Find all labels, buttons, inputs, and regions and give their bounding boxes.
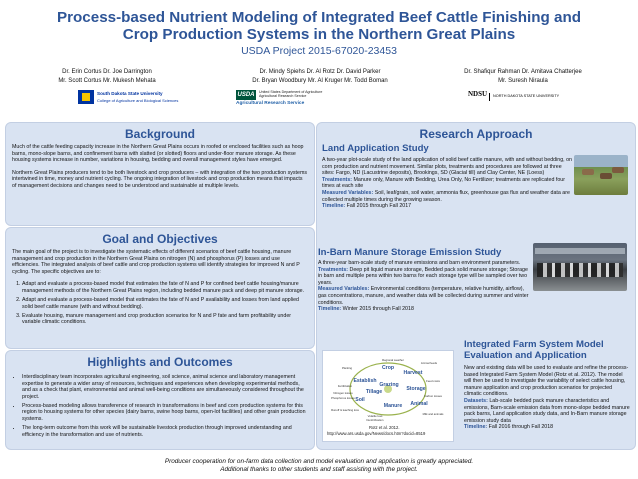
sdsu-logo-college: College of Agriculture and Biological Sciences bbox=[97, 98, 179, 103]
usda-logo bbox=[236, 90, 366, 104]
highlight-item: • Process-based modeling allows transference of research in transformations in beef and corn production systems for this region to housing systems for other species (dairy barns, swine hoop barns, open-lot facilities) and other grain production systems. bbox=[22, 403, 308, 423]
ifsm-text bbox=[464, 365, 630, 431]
timeline-label: Timeline: bbox=[318, 306, 342, 313]
field-plot-photo bbox=[574, 155, 628, 195]
node-crop: Crop bbox=[381, 365, 395, 371]
node-tillage: Tillage bbox=[365, 389, 383, 395]
goal-heading: Goal and Objectives bbox=[102, 232, 218, 246]
objectives-list bbox=[12, 281, 308, 326]
ifsm-diagram-svg bbox=[329, 357, 447, 423]
land-study-desc: A two-year plot-scale study of the land application of solid beef cattle manure, with and without bedding, on corn production and nutrient movement. Similar plots, treatments and procedures are followed at three sites: Fargo, ND (Lacustrine deposits), Brookings, SD (Glacial till) and Clay Center, NE (Loess) bbox=[322, 157, 572, 177]
usda-logo-dept: United States Department of Agriculture bbox=[259, 90, 323, 94]
sdsu-logo-icon bbox=[78, 90, 94, 104]
timeline-value: Winter 2015 through Fall 2018 bbox=[342, 306, 414, 313]
timeline-value: Fall 2016 through Fall 2018 bbox=[488, 424, 554, 431]
ifsm-title: Integrated Farm System Model Evaluation and Application bbox=[464, 339, 604, 361]
background-paragraph: Much of the cattle feeding capacity increase in the Northern Great Plains occurs in roofed or enclosed facilities such as hoop barns, mono-slope barns, and confinement barns with slatted (or slotted) floors and under-floor manure storage. As these housing systems increase in number, variations in housing, bedding and overall management styles have emerged. bbox=[12, 144, 304, 164]
treatments-label: Treatments: bbox=[318, 266, 349, 273]
author-line: Mr. Scott Cortus Mr. Mukesh Mehata bbox=[58, 77, 156, 84]
highlights-panel bbox=[5, 350, 315, 450]
figure-url: http://www.ars.usda.gov/News/docs.htm?docid=8519 bbox=[327, 431, 426, 436]
poster-title bbox=[20, 9, 618, 43]
sdsu-logo bbox=[78, 90, 198, 104]
label-denitrification: Denitrification bbox=[366, 418, 384, 422]
title-line-2: Crop Production Systems in the Northern Great Plains bbox=[122, 26, 516, 43]
timeline-label: Timeline: bbox=[322, 203, 346, 210]
objective-item: 1. Adapt and evaluate a process-based model that estimates the fate of N and P for confined beef cattle housing/manure management methods of the Northern Great Plains region, including bedded manure pack and deep pit manure storage. bbox=[22, 281, 308, 294]
timeline-label: Timeline: bbox=[464, 424, 488, 431]
node-animal: Animal bbox=[410, 401, 428, 407]
land-study-measured bbox=[322, 190, 572, 203]
node-manure: Manure bbox=[383, 403, 403, 409]
inbarn-study-measured bbox=[318, 286, 530, 306]
measured-label: Measured Variables: bbox=[318, 286, 370, 293]
measured-value: Soil, leaf/grain, soil water, ammonia flux, greenhouse gas flux and weather data are collected multiple times during the growing season. bbox=[322, 189, 570, 203]
sdsu-logo-name: South Dakota State University bbox=[97, 91, 163, 96]
label-feed-costs: Feed costs bbox=[426, 379, 440, 383]
inbarn-study-timeline bbox=[318, 306, 530, 313]
goal-panel bbox=[5, 227, 315, 349]
background-text bbox=[12, 144, 308, 196]
acknowledgement-line: Additional thanks to other students and staff assisting with the project. bbox=[220, 466, 418, 473]
research-heading: Research Approach bbox=[419, 127, 533, 141]
authors-usda bbox=[232, 68, 408, 85]
timeline-value: Fall 2015 through Fall 2017 bbox=[346, 203, 412, 210]
ifsm-desc: New and existing data will be used to evaluate and refine the process-based Integrated Farm System Model (Rotz et al. 2012). The model will then be used to investigate the variability of select cattle housing, manure application and crop production scenarios for projected climatic conditions. bbox=[464, 365, 629, 398]
barn-photo bbox=[533, 243, 627, 291]
figure-citation: Rotz et al. 2012. bbox=[369, 425, 400, 430]
land-study-treatments bbox=[322, 177, 572, 190]
land-study-title: Land Application Study bbox=[322, 143, 429, 154]
author-line: Dr. Bryan Woodbury Mr. Al Kruger Mr. Todd Boman bbox=[252, 77, 388, 84]
inbarn-study-treatments bbox=[318, 267, 530, 287]
highlight-item: • Interdisciplinary team incorporates agricultural engineering, soil science, animal science and laboratory management expertise to generate a wider array of resources, techniques and experiences when developing experimental methods, and as a check that plant, environmental and animal well-being conditions are simultaneously considered throughout the project. bbox=[22, 374, 308, 400]
background-heading: Background bbox=[124, 127, 195, 141]
authors-ndsu bbox=[438, 68, 608, 85]
treatments-value: Deep pit liquid manure storage, Bedded pack solid manure storage; Storage in barn and multiple pens within two barns for each storage type will be sampled over two years. bbox=[318, 266, 528, 286]
author-line: Dr. Erin Cortus Dr. Joe Darrington bbox=[62, 69, 152, 75]
goal-text bbox=[12, 249, 308, 328]
title-line-1: Process-based Nutrient Modeling of Integrated Beef Cattle Finishing and bbox=[56, 9, 582, 26]
label-fertilization: Fertilization bbox=[337, 384, 353, 388]
label-volatile-loss: Volatile loss bbox=[367, 414, 383, 418]
author-line: Dr. Shafiqur Rahman Dr. Amitava Chatterjee bbox=[464, 69, 582, 75]
authors-sdsu bbox=[42, 68, 172, 85]
highlights-heading: Highlights and Outcomes bbox=[87, 355, 233, 369]
label-animal-feeds: Animal feeds bbox=[420, 361, 438, 365]
node-storage: Storage bbox=[406, 386, 426, 392]
land-study-text bbox=[322, 157, 572, 210]
ifsm-timeline bbox=[464, 424, 630, 431]
label-milk-animals: Milk and animals bbox=[422, 412, 444, 416]
objective-item: 2. Adapt and evaluate a process-based model that estimates the fate of N and P availability and losses from land applied solid beef cattle manure (with and without bedding). bbox=[22, 297, 308, 310]
label-runoff-leaching: Runoff & leaching loss bbox=[331, 408, 359, 412]
datasets-label: Datasets: bbox=[464, 397, 488, 404]
ndsu-logo bbox=[468, 92, 588, 106]
author-line: Dr. Mindy Spiehs Dr. Al Rotz Dr. David Parker bbox=[259, 69, 381, 75]
label-planting: Planting bbox=[341, 366, 353, 370]
inbarn-study-title: In-Barn Manure Storage Emission Study bbox=[318, 247, 502, 258]
background-paragraph: Northern Great Plains producers tend to be both livestock and crop producers – with integration of the two production systems intertwined in time, money and nutrient cycling. The ongoing integration of livestock and crop production means that impacts of management decisions and changes need to be understood and sustainable at multiple levels. bbox=[12, 169, 308, 189]
node-establish: Establish bbox=[353, 378, 377, 384]
treatments-value: Manure only, Manure with Bedding, Urea Only, No Fertilizer; treatments are replicated four times at each site bbox=[322, 176, 565, 190]
label-regional-weather: Regional weather bbox=[382, 358, 404, 362]
ifsm-diagram bbox=[322, 350, 454, 442]
highlights-list bbox=[12, 374, 308, 438]
land-study-timeline bbox=[322, 203, 572, 210]
node-grazing: Grazing bbox=[379, 382, 399, 388]
treatments-label: Treatments: bbox=[322, 176, 353, 183]
acknowledgements bbox=[10, 458, 628, 474]
goal-intro: The main goal of the project is to investigate the systematic effects of different scenarios of beef cattle housing, manure management and crop production in the Northern Great Plains on nitrogen (N) and phosphorus (P) losses and use efficiencies. The integrated analysis of beef cattle and crop production systems will identify strategies for improved N and P cycling. The specific objectives are to: bbox=[12, 249, 300, 275]
ndsu-logo-divider bbox=[489, 93, 490, 101]
ndsu-logo-icon: NDSU bbox=[468, 90, 488, 98]
inbarn-study-desc: A three-year barn-scale study of manure emissions and barn environment parameters. bbox=[318, 260, 521, 266]
label-carbon-losses: Carbon losses bbox=[424, 394, 442, 398]
objective-item: 3. Evaluate housing, manure management and crop production scenarios for N and P fate and farm profitability under variable climatic conditions. bbox=[22, 313, 308, 326]
ifsm-datasets bbox=[464, 398, 630, 424]
inbarn-study-text bbox=[318, 260, 530, 313]
node-soil: Soil bbox=[355, 397, 365, 403]
label-phosphorus-losses: Phosphorus losses bbox=[331, 396, 355, 400]
usda-logo-ars: Agricultural Research Service bbox=[236, 101, 305, 106]
background-panel bbox=[5, 122, 315, 226]
usda-logo-service: Agricultural Research Service bbox=[259, 94, 307, 98]
acknowledgement-line: Producer cooperation for on-farm data collection and model evaluation and application is greatly appreciated. bbox=[164, 458, 474, 465]
node-harvest: Harvest bbox=[403, 370, 423, 376]
label-nitrogen-losses: Nitrogen losses bbox=[333, 391, 353, 395]
measured-value: Environmental conditions (temperature, relative humidity, airflow), gas concentrations, manure, and weather data will be collected during summer and winter conditions. bbox=[318, 286, 529, 306]
measured-label: Measured Variables: bbox=[322, 189, 374, 196]
highlight-item: • The long-term outcome from this work will be sustainable livestock production through improved understanding and efficiency in the transformation and use of nutrients. bbox=[22, 425, 308, 438]
project-number: USDA Project 2015-67020-23453 bbox=[241, 45, 397, 57]
highlights-text bbox=[12, 374, 308, 441]
ndsu-logo-name: NORTH DAKOTA STATE UNIVERSITY bbox=[493, 94, 560, 98]
author-line: Mr. Suresh Niraula bbox=[498, 77, 548, 84]
usda-logo-icon: USDA bbox=[237, 92, 255, 98]
datasets-value: Lab-scale bedded pack manure characteristics and emissions, Barn-scale emission data from mono-slope bedded manure pack barns, Land application study data, and In-Barn manure storage emission study data bbox=[464, 397, 630, 424]
